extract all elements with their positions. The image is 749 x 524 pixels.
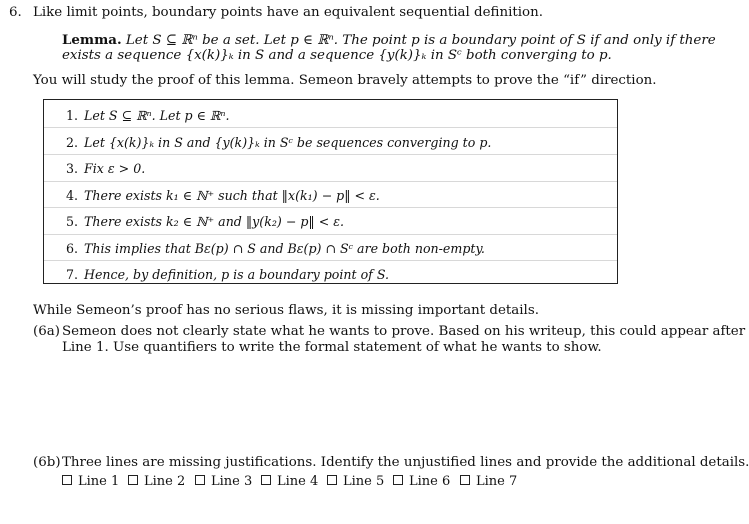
proof-step-4 — [66, 188, 380, 203]
part-6a-line-2: Line 1. Use quantifiers to write the formal statement of what he wants to show. — [62, 340, 602, 355]
checkbox-icon[interactable] — [261, 475, 271, 485]
checkbox-icon[interactable] — [195, 475, 205, 485]
proof-step-2 — [66, 135, 491, 150]
checkbox-label: Line 3 — [211, 474, 253, 489]
problem-number: 6. — [9, 5, 22, 20]
while-text: While Semeon’s proof has no serious flaws, it is missing important details. — [33, 303, 539, 318]
step-text: Let S ⊆ ℝⁿ. Let p ∈ ℝⁿ. — [84, 108, 230, 123]
step-number: 1. — [66, 108, 79, 123]
proof-divider — [44, 181, 617, 182]
line-1-checkbox[interactable] — [62, 474, 119, 489]
step-number: 4. — [66, 188, 79, 203]
checkbox-label: Line 4 — [277, 474, 319, 489]
part-6b-text: Three lines are missing justifications. Identify the unjustified lines and provide the additional details. — [62, 455, 749, 470]
line-6-checkbox[interactable] — [393, 474, 450, 489]
step-number: 7. — [66, 267, 79, 282]
study-text: You will study the proof of this lemma. Semeon bravely attempts to prove the “if” direction. — [33, 73, 657, 88]
checkbox-label: Line 1 — [78, 474, 120, 489]
checkbox-icon[interactable] — [460, 475, 470, 485]
step-text: Let {x(k)}ₖ in S and {y(k)}ₖ in Sᶜ be sequences converging to p. — [84, 135, 492, 150]
proof-step-6 — [66, 241, 485, 256]
line-7-checkbox[interactable] — [460, 474, 517, 489]
proof-divider — [44, 127, 617, 128]
proof-divider — [44, 154, 617, 155]
part-6b-label: (6b) — [33, 455, 61, 470]
lemma-line-1 — [62, 32, 716, 48]
checkbox-label: Line 2 — [144, 474, 186, 489]
step-text: This implies that Bε(p) ∩ S and Bε(p) ∩ Sᶜ are both non-empty. — [84, 241, 485, 256]
proof-step-5 — [66, 214, 344, 229]
lemma-label: Lemma. — [62, 32, 122, 48]
step-number: 2. — [66, 135, 79, 150]
step-number: 6. — [66, 241, 79, 256]
checkbox-icon[interactable] — [128, 475, 138, 485]
step-text: Hence, by definition, p is a boundary point of S. — [84, 267, 389, 282]
line-3-checkbox[interactable] — [195, 474, 252, 489]
checkbox-icon[interactable] — [327, 475, 337, 485]
checkbox-label: Line 5 — [343, 474, 385, 489]
problem-intro: Like limit points, boundary points have an equivalent sequential definition. — [33, 5, 543, 20]
step-number: 5. — [66, 214, 79, 229]
checkbox-icon[interactable] — [62, 475, 72, 485]
proof-step-7 — [66, 267, 389, 282]
step-text: There exists k₂ ∈ ℕ⁺ and ‖y(k₂) − p‖ < ε. — [84, 214, 345, 229]
proof-divider — [44, 260, 617, 261]
step-number: 3. — [66, 161, 79, 176]
proof-step-3 — [66, 161, 145, 176]
proof-step-1 — [66, 108, 230, 123]
lemma-line-2: exists a sequence {x(k)}ₖ in S and a sequence {y(k)}ₖ in Sᶜ both converging to p. — [62, 48, 612, 63]
checkbox-label: Line 6 — [409, 474, 451, 489]
line-2-checkbox[interactable] — [128, 474, 185, 489]
checkbox-icon[interactable] — [393, 475, 403, 485]
part-6a-line-1: Semeon does not clearly state what he wants to prove. Based on his writeup, this could appear after — [62, 324, 746, 339]
step-text: Fix ε > 0. — [84, 161, 146, 176]
part-6a-label: (6a) — [33, 324, 60, 339]
proof-divider — [44, 234, 617, 235]
step-text: There exists k₁ ∈ ℕ⁺ such that ‖x(k₁) − p‖ < ε. — [84, 188, 380, 203]
checkbox-label: Line 7 — [476, 474, 518, 489]
proof-divider — [44, 207, 617, 208]
lemma-text-1: Let S ⊆ ℝⁿ be a set. Let p ∈ ℝⁿ. The point p is a boundary point of S if and only if there — [125, 33, 716, 48]
line-4-checkbox[interactable] — [261, 474, 318, 489]
line-5-checkbox[interactable] — [327, 474, 384, 489]
